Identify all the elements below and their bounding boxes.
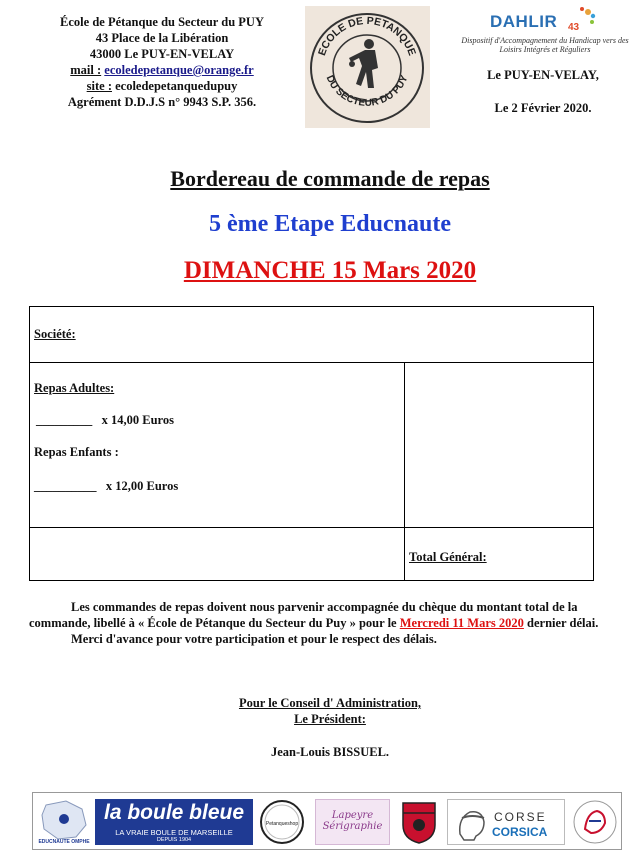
agrement-line: Agrément D.D.J.S n° 9943 S.P. 356.: [67, 95, 257, 109]
deadline-date: Mercredi 11 Mars 2020: [399, 616, 524, 630]
club-shield-logo: [399, 799, 439, 845]
mail-link[interactable]: ecoledepetanque@orange.fr: [104, 63, 254, 77]
instructions-paragraph: [29, 599, 629, 631]
site-value: ecoledepetanquedupuy: [115, 79, 238, 93]
boule-bleue-subtitle: LA VRAIE BOULE DE MARSEILLE: [115, 828, 233, 837]
site-label: site :: [86, 79, 112, 93]
signature-line-board: Pour le Conseil d' Administration,: [238, 696, 422, 710]
letter-date: Le 2 Février 2020.: [494, 101, 592, 115]
dahlir-number: 43: [568, 22, 580, 33]
educnaute-logo: [36, 799, 92, 845]
letter-place: Le PUY-EN-VELAY,: [487, 68, 599, 82]
total-label: Total Général:: [409, 550, 487, 564]
federation-rooster-icon: [571, 799, 619, 845]
row-total: [30, 528, 593, 580]
address-line-street: 43 Place de la Libération: [95, 31, 229, 45]
site-line: [22, 78, 302, 94]
logo-text-top: ECOLE DE PETANQUE: [315, 14, 419, 58]
club-logo-seal: [305, 6, 430, 128]
sponsors-band: [32, 792, 622, 850]
dahlir-description: Dispositif d'Accompagnement du Handicap vers des Loisirs Intégrés et Réguliers: [461, 36, 629, 54]
corse-label: CORSE: [494, 810, 547, 824]
logo-text-bottom: DU SECTEUR DU PUY: [323, 73, 411, 109]
france-federation-logo: [571, 799, 619, 845]
column-divider: [404, 528, 405, 580]
column-divider: [404, 362, 405, 527]
signature-line-president: Le Président:: [294, 712, 366, 726]
adultes-label: Repas Adultes:: [34, 381, 115, 395]
petanqueshop-logo: [259, 799, 305, 845]
petanque-player-icon: [349, 39, 378, 88]
shield-icon: [399, 799, 439, 845]
event-stage-title: 5 ème Etape Educnaute: [209, 211, 451, 237]
moor-head-icon: [452, 804, 490, 842]
mail-line: [22, 62, 302, 78]
dahlir-title: DAHLIR: [490, 12, 558, 31]
signature-name: Jean-Louis BISSUEL.: [270, 745, 390, 759]
enfants-quantity-field[interactable]: __________ x 12,00 Euros: [34, 479, 179, 493]
lapeyre-label: Lapeyre Sérigraphie: [322, 810, 383, 832]
address-line-city: 43000 Le PUY-EN-VELAY: [89, 47, 235, 61]
lapeyre-logo: [315, 799, 390, 845]
enfants-label: Repas Enfants :: [34, 445, 119, 459]
dahlir-logo: [460, 8, 630, 56]
row-societe: [30, 307, 593, 363]
instructions-text-a: Les commandes de repas doivent nous parvenir accompagnée du chèque du montant total de la commande, libellé à « École de Pétanque du Secteur du Puy » pour le: [29, 600, 578, 630]
instructions-text-b: dernier délai.: [523, 616, 599, 630]
mail-label: mail :: [70, 63, 102, 77]
adultes-quantity-field[interactable]: _________ x 14,00 Euros: [36, 413, 174, 427]
club-address: [22, 14, 302, 110]
educnaute-label: EDUCNAUTE OMPHE: [38, 839, 90, 845]
petanqueshop-label: Petanqueshop: [265, 821, 299, 827]
event-date-title: DIMANCHE 15 Mars 2020: [183, 257, 477, 284]
boule-bleue-logo: [95, 799, 253, 845]
address-line-name: École de Pétanque du Secteur du PUY: [60, 15, 264, 29]
club-logo: [305, 6, 430, 128]
france-map-icon: [36, 799, 92, 845]
societe-label: Société:: [34, 327, 76, 341]
corsica-label: CORSICA: [492, 825, 548, 839]
petanqueshop-badge-icon: [259, 799, 305, 845]
boule-bleue-year: DEPUIS 1904: [156, 837, 192, 843]
row-repas: [30, 362, 593, 528]
corsica-logo: [447, 799, 565, 845]
document-title: Bordereau de commande de repas: [170, 166, 490, 191]
instructions: [29, 599, 629, 647]
thanks-paragraph: Merci d'avance pour votre participation et pour le respect des délais.: [71, 632, 437, 646]
boule-bleue-title: la boule bleue: [103, 801, 245, 824]
order-form-table: [29, 306, 594, 581]
